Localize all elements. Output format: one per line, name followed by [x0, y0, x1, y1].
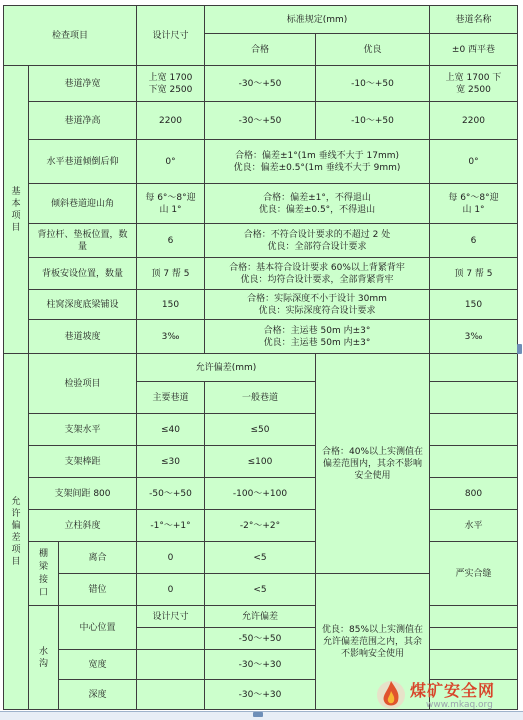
row-standard: 合格：基本符合设计要求 60%以上背紧背牢 优良：均符合设计要求，全部背紧背牢 — [205, 258, 430, 290]
row-measured: 0° — [430, 140, 518, 184]
inspection-table — [3, 5, 518, 710]
allow-general: ≤50 — [205, 414, 316, 446]
allow-main: ≤30 — [137, 446, 205, 478]
row-measured: 顶 7 帮 5 — [430, 258, 518, 290]
allow-section-label: 允许偏差项目 — [4, 354, 29, 710]
row-pass: -30～+50 — [205, 102, 316, 140]
row-item: 倾斜巷道迎山角 — [29, 184, 137, 224]
row-item: 水平巷道倾倒后仰 — [29, 140, 137, 184]
row-design: 3‰ — [137, 320, 205, 354]
allow-measured — [430, 414, 518, 446]
ditch-allowed: -30～+30 — [205, 650, 316, 680]
row-measured: 2200 — [430, 102, 518, 140]
allow-main: 0 — [137, 542, 205, 574]
row-item: 巷道坡度 — [29, 320, 137, 354]
watermark-url: www.mkaq.org — [426, 700, 493, 710]
ditch-design — [137, 650, 205, 680]
row-item: 柱窝深度底梁铺设 — [29, 290, 137, 320]
allow-general: <5 — [205, 542, 316, 574]
row-design: 150 — [137, 290, 205, 320]
row-design: 2200 — [137, 102, 205, 140]
row-measured: 150 — [430, 290, 518, 320]
row-measured: 3‰ — [430, 320, 518, 354]
ditch-allowed: -30～+30 — [205, 680, 316, 710]
allow-general: <5 — [205, 574, 316, 606]
row-design: 顶 7 帮 5 — [137, 258, 205, 290]
row-standard: 合格：实际深度不小于设计 30mm 优良：实际深度符合设计要求 — [205, 290, 430, 320]
roadway-name-value: ±0 西平巷 — [430, 34, 518, 66]
allow-item: 支架水平 — [29, 414, 137, 446]
beam-joint-label: 棚梁接口 — [29, 542, 59, 606]
watermark — [374, 677, 514, 713]
blank-cell — [430, 382, 518, 414]
ditch-header-allowed: 允许偏差 — [205, 606, 316, 628]
row-design: 上宽 1700 下宽 2500 — [137, 66, 205, 102]
header-allowed: 允许偏差(mm) — [137, 354, 316, 382]
side-resize-handle[interactable] — [517, 344, 522, 354]
basic-section-label: 基本项目 — [4, 66, 29, 354]
ditch-header-design: 设计尺寸 — [137, 606, 205, 628]
blank-cell — [430, 650, 518, 680]
row-pass: -30～+50 — [205, 66, 316, 102]
header-excellent: 优良 — [316, 34, 430, 66]
row-standard: 合格：主运巷 50m 内±3° 优良：主运巷 50m 内±3° — [205, 320, 430, 354]
row-excellent: -10～+50 — [316, 102, 430, 140]
allow-general: -2°～+2° — [205, 510, 316, 542]
ditch-item: 深度 — [59, 680, 137, 710]
header-standard: 标准规定(mm) — [205, 6, 430, 34]
beam-measured: 严实合缝 — [430, 542, 518, 606]
allow-item: 支架棒距 — [29, 446, 137, 478]
inspection-form — [3, 5, 517, 710]
allow-item: 离合 — [59, 542, 137, 574]
ditch-label: 水沟 — [29, 606, 59, 710]
row-measured: 6 — [430, 224, 518, 258]
blank-cell — [430, 628, 518, 650]
row-item: 巷道净宽 — [29, 66, 137, 102]
row-item: 巷道净高 — [29, 102, 137, 140]
allow-general: ≤100 — [205, 446, 316, 478]
allow-measured: 800 — [430, 478, 518, 510]
ditch-design — [137, 680, 205, 710]
header-pass: 合格 — [205, 34, 316, 66]
header-check-item-2: 检验项目 — [29, 354, 137, 414]
header-general-roadway: 一般巷道 — [205, 382, 316, 414]
row-design: 每 6°～8°迎山 1° — [137, 184, 205, 224]
allow-item: 支架间距 800 — [29, 478, 137, 510]
row-design: 6 — [137, 224, 205, 258]
row-standard: 合格：不符合设计要求的不超过 2 处 优良：全部符合设计要求 — [205, 224, 430, 258]
row-measured: 上宽 1700 下宽 2500 — [430, 66, 518, 102]
allow-item: 错位 — [59, 574, 137, 606]
allow-measured — [430, 446, 518, 478]
flame-logo-icon — [374, 677, 408, 711]
allow-general: -100～+100 — [205, 478, 316, 510]
row-excellent: -10～+50 — [316, 66, 430, 102]
row-measured: 每 6°～8°迎山 1° — [430, 184, 518, 224]
note-excellent: 优良：85%以上实测值在允许偏差范围之内，其余不影响安全使用 — [316, 574, 430, 710]
allow-main: 0 — [137, 574, 205, 606]
header-check-item: 检查项目 — [4, 6, 137, 66]
allow-item: 立柱斜度 — [29, 510, 137, 542]
allow-main: -50～+50 — [137, 478, 205, 510]
ditch-design — [137, 628, 205, 650]
watermark-text: 煤矿安全网 — [410, 681, 496, 700]
row-design: 0° — [137, 140, 205, 184]
allow-main: -1°～+1° — [137, 510, 205, 542]
row-standard: 合格：偏差±1°(1m 垂线不大于 17mm) 优良：偏差±0.5°(1m 垂线不大于 9mm) — [205, 140, 430, 184]
allow-measured: 水平 — [430, 510, 518, 542]
scroll-handle[interactable] — [253, 712, 263, 717]
header-main-roadway: 主要巷道 — [137, 382, 205, 414]
row-item: 背板安设位置，数量 — [29, 258, 137, 290]
ditch-item: 宽度 — [59, 650, 137, 680]
note-pass: 合格：40%以上实测值在偏差范围内，其余不影响安全使用 — [316, 354, 430, 574]
allow-main: ≤40 — [137, 414, 205, 446]
blank-cell — [430, 606, 518, 628]
ditch-allowed: -50～+50 — [205, 628, 316, 650]
header-roadway-name: 巷道名称 — [430, 6, 518, 34]
row-standard: 合格：偏差±1°，不得退山 优良：偏差±0.5°，不得退山 — [205, 184, 430, 224]
header-design-size: 设计尺寸 — [137, 6, 205, 66]
blank-cell — [430, 354, 518, 382]
ditch-item: 中心位置 — [59, 606, 137, 650]
row-item: 背拉杆、垫板位置，数量 — [29, 224, 137, 258]
